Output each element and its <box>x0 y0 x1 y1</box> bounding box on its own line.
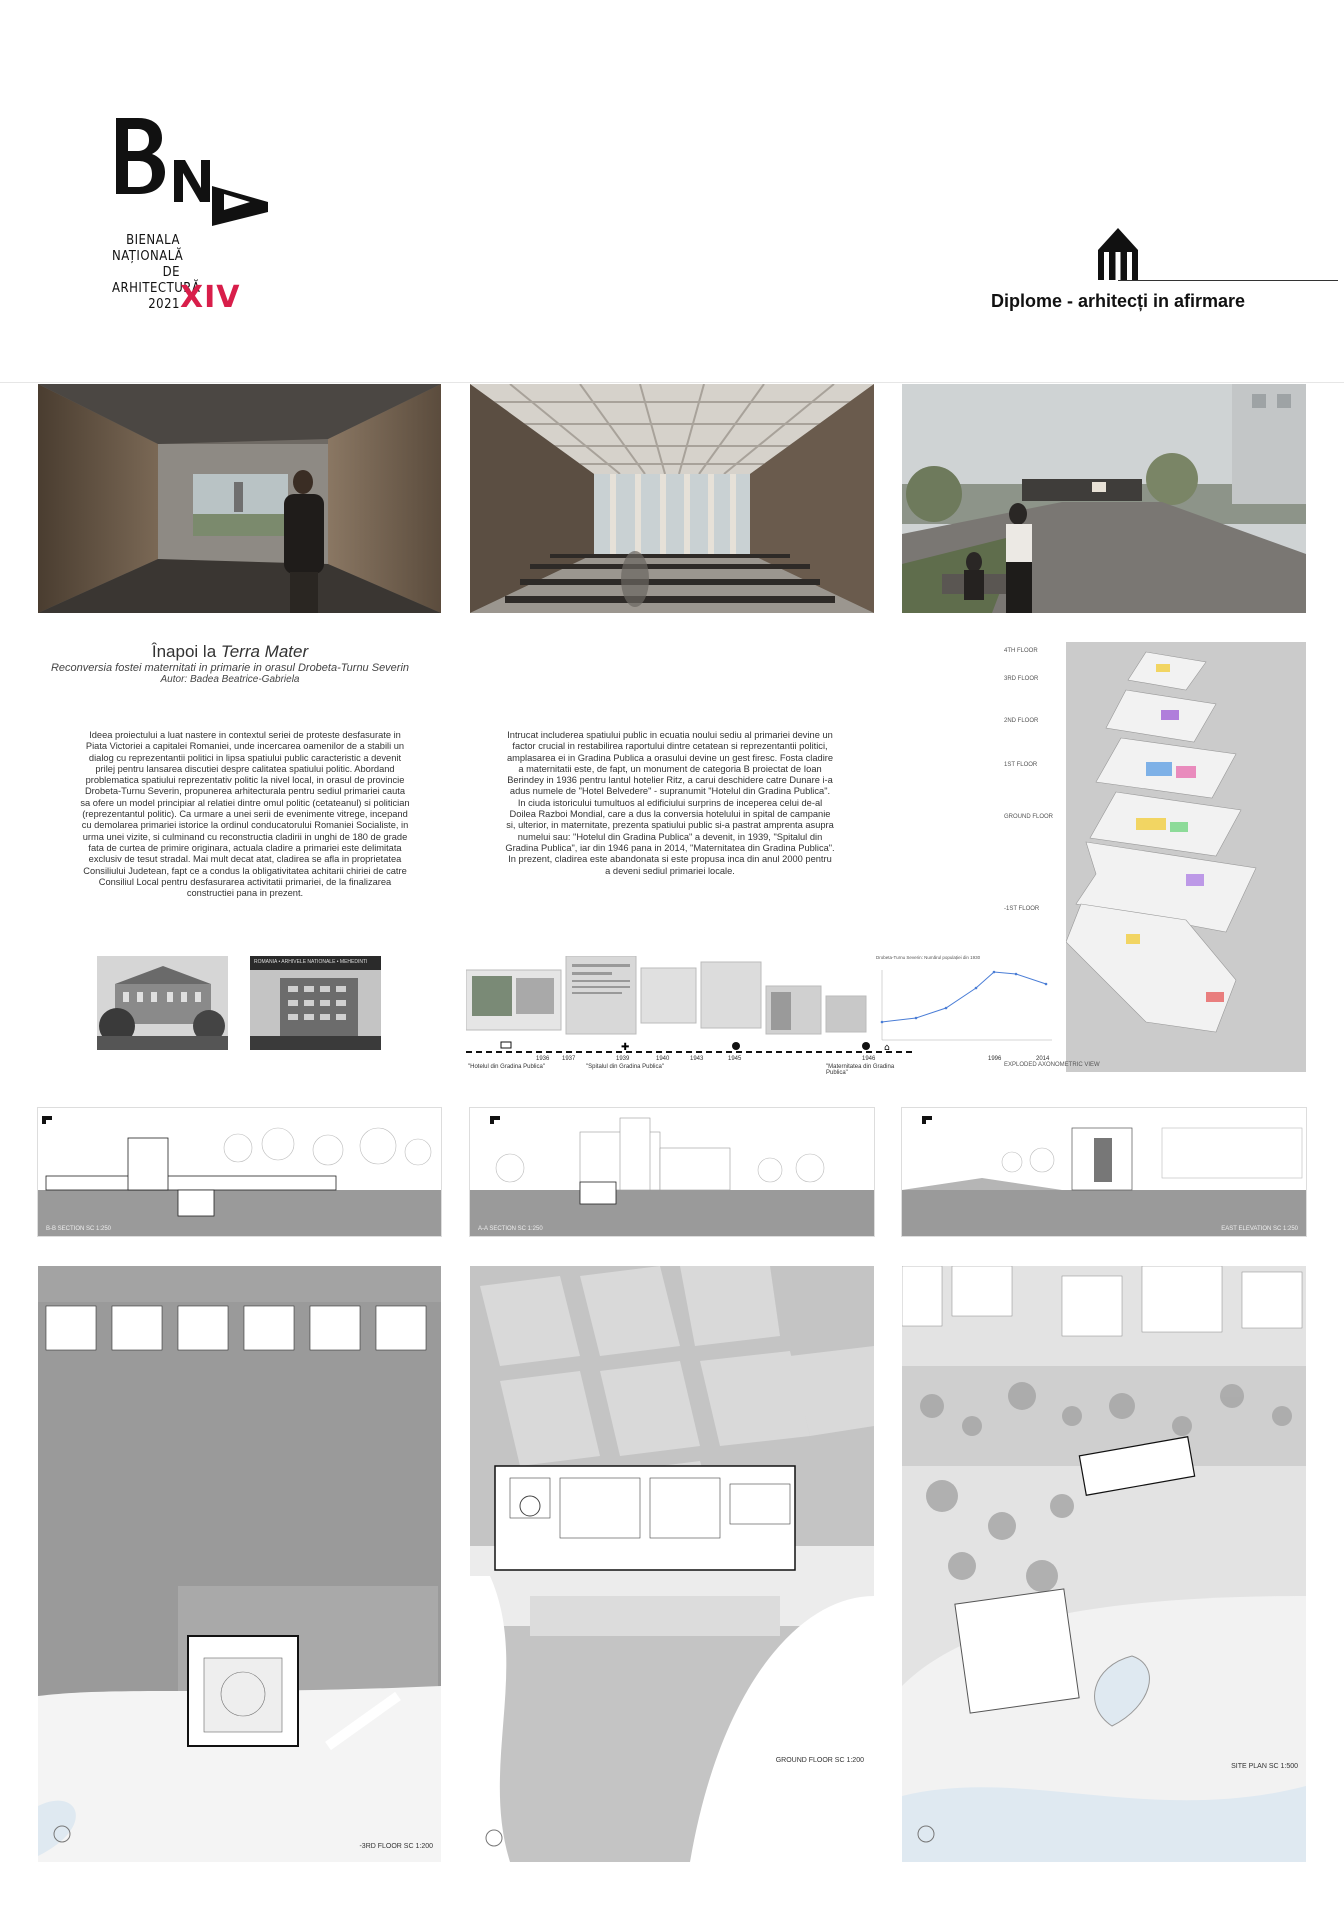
project-subtitle: Reconversia fostei maternitati in primarie in orasul Drobeta-Turnu Severin <box>50 662 410 674</box>
header-divider <box>0 382 1344 383</box>
year-2014: 2014 <box>1036 1056 1050 1062</box>
render-assembly-hall <box>470 384 874 613</box>
site-plan-label: SITE PLAN SC 1:500 <box>1231 1763 1298 1770</box>
year-1937: 1937 <box>562 1056 576 1062</box>
timeline-axis <box>466 1040 912 1056</box>
label-hotel: "Hotelul din Gradina Publica" <box>468 1064 545 1070</box>
timeline-collage <box>466 956 870 1036</box>
east-elevation <box>902 1108 1306 1236</box>
description-left: Ideea proiectului a luat nastere in contextul seriei de proteste desfasurate in Piata Victoriei a capitalei Romaniei, unde incercarea oamenilor de a stabili un dialog cu reprezentantii politici in lipsa spatiului public caracteristic a devenit prilej pentru lansarea discutiei despre calitatea spatiului politic. Abordand problematica spatiului reprezentativ politic la nivel local, in orasul de provincie Drobeta-Turnu Severin, propunerea arhitecturala pentru sediul primariei cauta sa ofere un model principiar al relatiei dintre omul politic (cetateanul) si politician (reprezentantul politic). Ca urmare a unei serii de evenimente vitrege, incepand cu demolarea primariei istorice la ordinul conducatorului Romaniei Socialiste, in urma unei vizite, si culminand cu reconstructia cladirii in unghi de 180 de grade fata de curtea de primire originara, actuala cladire a primariei este delimitata exclusiv de tesut stradal. Mai mult decat atat, cladirea se afla in proprietatea Consiliului Judetean, fapt ce a condus la obligativitatea achitarii chiriei de catre Consiliul Local pentru desfasurarea activitatii primariei, de la finalizarea constructiei pana in prezent. <box>80 730 410 899</box>
logo-text: BIENALA NAȚIONALĂ DE ARHITECTURĂ 2021 <box>112 233 201 312</box>
floor-label-2: 2ND FLOOR <box>1004 718 1039 724</box>
floor-label-3: 3RD FLOOR <box>1004 676 1039 682</box>
stork-icon <box>862 1042 870 1050</box>
archive-photo-hotel <box>97 956 228 1050</box>
section-aa <box>470 1108 874 1236</box>
plan-minus3 <box>38 1266 441 1862</box>
year-1946: 1946 <box>862 1056 876 1062</box>
section-badge <box>968 226 1268 312</box>
section-aa-label: A-A SECTION SC 1:250 <box>478 1226 543 1232</box>
project-header <box>30 642 430 685</box>
render-exterior-courtyard <box>902 384 1306 613</box>
project-title: Înapoi la Terra Mater <box>151 642 309 661</box>
townhall-icon: ⌂ <box>884 1043 890 1053</box>
plan-ground-label: GROUND FLOOR SC 1:200 <box>775 1757 864 1764</box>
floor-label-minus1: -1ST FLOOR <box>1004 906 1040 912</box>
hospital-icon <box>732 1042 740 1050</box>
plan-minus3-label: -3RD FLOOR SC 1:200 <box>359 1843 433 1850</box>
render-interior-office <box>38 384 441 613</box>
cross-icon: ✚ <box>621 1042 630 1053</box>
pencil-house-icon <box>1094 226 1142 282</box>
site-plan <box>902 1266 1306 1862</box>
floor-label-4: 4TH FLOOR <box>1004 648 1038 654</box>
year-1943: 1943 <box>690 1056 704 1062</box>
population-chart-title: Drobeta-Turnu Severin: Numărul populației din 1930 <box>876 955 981 960</box>
floor-label-ground: GROUND FLOOR <box>1004 814 1054 820</box>
east-elevation-label: EAST ELEVATION SC 1:250 <box>1221 1226 1298 1232</box>
exploded-axonometric <box>1066 642 1306 1072</box>
year-1996: 1996 <box>988 1056 1002 1062</box>
section-bb <box>38 1108 441 1236</box>
year-1945: 1945 <box>728 1056 742 1062</box>
bna-logo <box>112 112 292 342</box>
badge-underline <box>1118 280 1338 281</box>
description-middle: Intrucat includerea spatiului public in ecuatia noului sediu al primariei devine un factor crucial in restabilirea raportului dintre cetatean si reprezentantii politici, amplasarea ei in Gradina Publica a orasului devine un gest firesc. Fosta cladire a maternitatii este, de fapt, un monument de categoria B proiectat de Ioan Berindey in 1936 pentru lantul hotelier Ritz, a carui deschidere catre Dunare i-a adus numele de "Hotel Belvedere" - supranumit "Hotelul din Gradina Publica". In ciuda istoricului tumultuos al edificiului surprins de inceperea celui de-al Doilea Razboi Mondial, care a dus la conversia hotelului in spital de campanie si, ulterior, in maternitate, prezenta spatiului public si-a pastrat amprenta asupra numelui sau: "Hotelul din Gradina Publica" a devenit, in 1939, "Spitalul din Gradina Publica", iar din 1946 pana in 2014, "Maternitatea din Gradina Publica". In prezent, cladirea este abandonata si este propusa inca din anul 2000 pentru a deveni sediul primariei locale. <box>505 730 835 876</box>
bed-icon <box>501 1042 511 1048</box>
floor-label-1: 1ST FLOOR <box>1004 762 1038 768</box>
label-maternity: "Maternitatea din Gradina Publica" <box>826 1064 895 1076</box>
year-1940: 1940 <box>656 1056 670 1062</box>
year-1936: 1936 <box>536 1056 550 1062</box>
plan-ground <box>470 1266 874 1862</box>
section-bb-label: B-B SECTION SC 1:250 <box>46 1226 112 1232</box>
archive-caption: ROMANIA • ARHIVELE NATIONALE • MEHEDINTI <box>254 959 368 965</box>
edition-number: XIV <box>180 280 241 315</box>
section-title: Diplome - arhitecți in afirmare <box>990 291 1246 311</box>
timeline <box>466 1040 912 1074</box>
archive-photo-maternity <box>250 956 381 1050</box>
year-1939: 1939 <box>616 1056 630 1062</box>
population-chart <box>876 955 1056 1051</box>
exploded-caption: EXPLODED AXONOMETRIC VIEW <box>1004 1062 1100 1068</box>
project-author: Autor: Badea Beatrice-Gabriela <box>160 674 300 685</box>
bna-logo-mark <box>112 112 292 232</box>
label-hospital: "Spitalul din Gradina Publica" <box>586 1064 664 1070</box>
